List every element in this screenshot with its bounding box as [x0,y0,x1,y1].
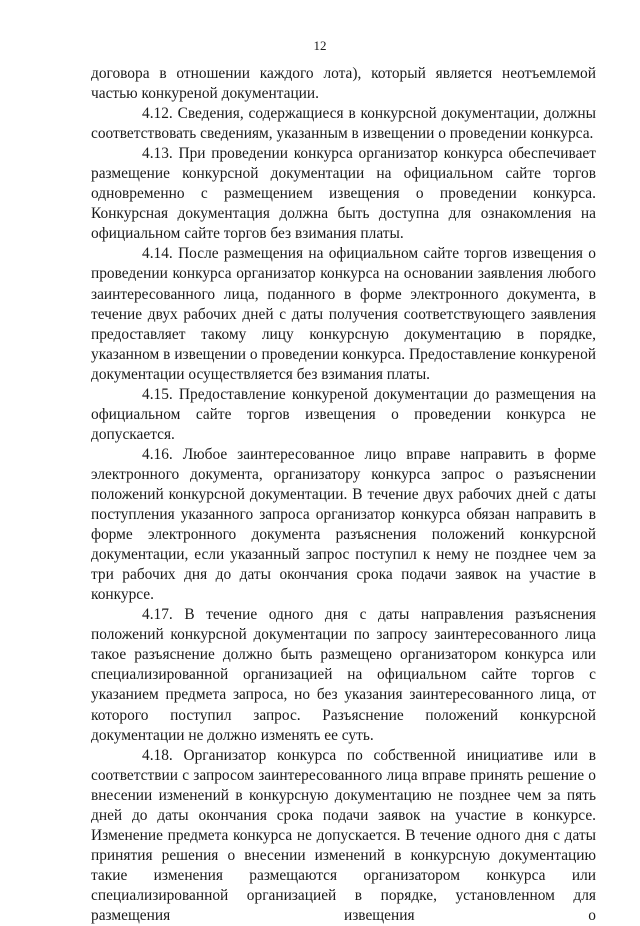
paragraph-4-12: 4.12. Сведения, содержащиеся в конкурсной документации, должны соответствовать сведениям, указанным в извещении о проведении конкурса. [91,105,596,143]
paragraph-4-14: 4.14. После размещения на официальном сайте торгов извещения о проведении конкурса организатор конкурса на основании заявления любого заинтересованного лица, поданного в форме электронного документа, в течение двух рабочих дней с даты получения соответствующего заявления предоставляет такому лицу конкурсную документацию в порядке, указанном в извещении о проведении конкурса. Предоставление конкуреной документации осуществляется без взимания платы. [91,245,596,383]
paragraph-4-18: 4.18. Организатор конкурса по собственной инициативе или в соответствии с запросом заинтересованного лица вправе принять решение о внесении изменений в конкурсную документацию не позднее чем за пять дней до даты окончания срока подачи заявок на участие в конкурсе. Изменение предмета конкурса не допускается. В течение одного дня с даты принятия решения о внесении изменений в конкурсную документацию такие изменения размещаются организатором конкурса или специализированной организацией в порядке, установленном для размещения извещения о [91,746,596,924]
paragraph-continuation: договора в отношении каждого лота), который является неотъемлемой частью конкуреной документации. [91,65,596,103]
paragraph-4-13: 4.13. При проведении конкурса организатор конкурса обеспечивает размещение конкурсной документации на официальном сайте торгов одновременно с размещением извещения о проведении конкурса. Конкурсная документация должна быть доступна для ознакомления на официальном сайте торгов без взимания платы. [91,145,596,243]
paragraph-4-15: 4.15. Предоставление конкуреной документации до размещения на официальном сайте торгов извещения о проведении конкурса не допускается. [91,385,596,443]
paragraph-4-17: 4.17. В течение одного дня с даты направления разъяснения положений конкурсной документации по запросу заинтересованного лица такое разъяснение должно быть размещено организатором конкурса или специализированной организацией на официальном сайте торгов с указанием предмета запроса, но без указания заинтересованного лица, от которого поступил запрос. Разъяснение положений конкурсной документации не должно изменять ее суть. [91,606,596,744]
paragraph-4-16: 4.16. Любое заинтересованное лицо вправе направить в форме электронного документа, организатору конкурса запрос о разъяснении положений конкурсной документации. В течение двух рабочих дней с даты поступления указанного запроса организатор конкурса обязан направить в форме электронного документа разъяснения положений конкурсной документации, если указанный запрос поступил к нему не позднее чем за три рабочих дня до даты окончания срока подачи заявок на участие в конкурсе. [91,445,596,604]
page-number: 12 [313,38,327,53]
document-body [91,64,596,926]
